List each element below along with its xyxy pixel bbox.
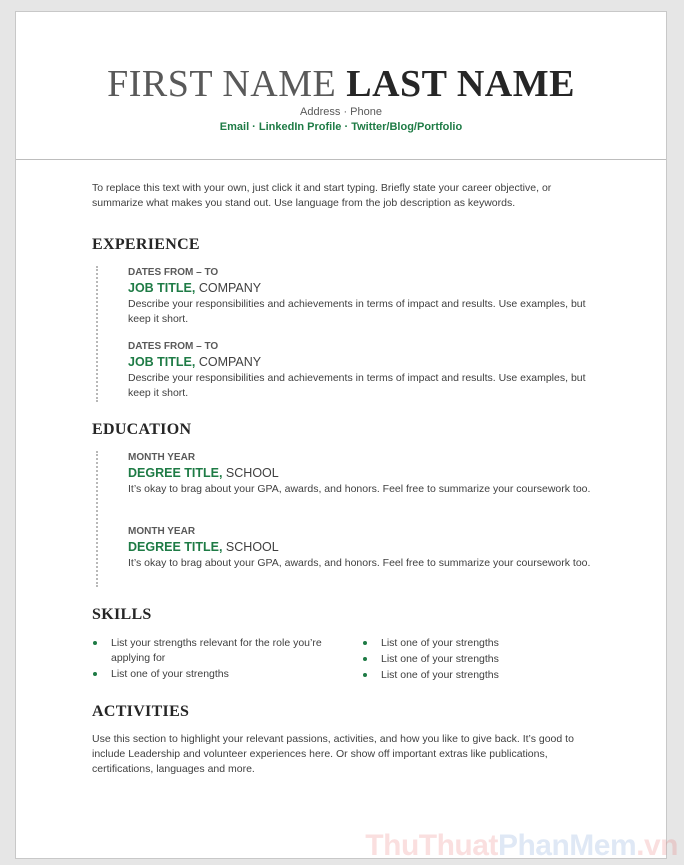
entry-description[interactable]: Describe your responsibilities and achievements in terms of impact and results. Use examples, but keep it short. <box>128 298 586 325</box>
company-name[interactable]: COMPANY <box>195 355 262 369</box>
skills-heading[interactable]: SKILLS <box>92 606 152 623</box>
objective-text[interactable]: To replace this text with your own, just click it and start typing. Briefly state your career objective, or summarize what makes you stand out. Use language from the job description as keywords. <box>92 182 552 209</box>
education-timeline <box>96 451 590 587</box>
bullet-dot-icon <box>363 657 367 661</box>
experience-heading[interactable]: EXPERIENCE <box>92 236 200 253</box>
education-heading[interactable]: EDUCATION <box>92 421 192 438</box>
skill-item[interactable] <box>92 636 332 666</box>
first-name[interactable]: FIRST NAME <box>107 63 337 105</box>
job-title[interactable]: JOB TITLE, <box>128 281 196 295</box>
degree-title[interactable]: DEGREE TITLE, <box>128 540 223 554</box>
entry-dates[interactable]: DATES FROM – TO <box>128 341 219 352</box>
watermark-part1: ThuThuat <box>365 829 498 862</box>
experience-entry[interactable] <box>128 340 598 401</box>
bullet-dot-icon <box>363 673 367 677</box>
activities-heading[interactable]: ACTIVITIES <box>92 703 190 720</box>
watermark-part2: PhanMem <box>497 829 637 862</box>
online-contact-line[interactable]: Email · LinkedIn Profile · Twitter/Blog/Portfolio <box>219 121 463 133</box>
entry-dates[interactable]: MONTH YEAR <box>128 526 196 537</box>
skills-column-left <box>92 636 332 683</box>
skill-text[interactable]: List one of your strengths <box>381 637 499 649</box>
job-title[interactable]: JOB TITLE, <box>128 355 196 369</box>
resume-page <box>15 11 667 859</box>
watermark-part3: .vn <box>636 829 678 862</box>
education-entry[interactable] <box>128 451 598 497</box>
skill-item[interactable] <box>362 636 602 651</box>
entry-dates[interactable]: MONTH YEAR <box>128 452 196 463</box>
entry-description[interactable]: It’s okay to brag about your GPA, awards, and honors. Feel free to summarize your coursework too. <box>128 483 591 495</box>
company-name[interactable]: COMPANY <box>195 281 262 295</box>
entry-title-line[interactable] <box>128 465 598 482</box>
school-name[interactable]: SCHOOL <box>222 466 279 480</box>
resume-header <box>16 12 666 160</box>
school-name[interactable]: SCHOOL <box>222 540 279 554</box>
entry-description[interactable]: It’s okay to brag about your GPA, awards, and honors. Feel free to summarize your coursework too. <box>128 557 591 569</box>
address-phone-line[interactable]: Address · Phone <box>300 106 382 118</box>
bullet-dot-icon <box>363 641 367 645</box>
entry-description[interactable]: Describe your responsibilities and achievements in terms of impact and results. Use examples, but keep it short. <box>128 372 586 399</box>
skill-text[interactable]: List one of your strengths <box>111 668 229 680</box>
entry-dates[interactable]: DATES FROM – TO <box>128 267 219 278</box>
skills-column-right <box>362 636 602 684</box>
full-name[interactable] <box>16 62 666 106</box>
entry-title-line[interactable] <box>128 280 598 297</box>
skill-text[interactable]: List one of your strengths <box>381 653 499 665</box>
skill-item[interactable] <box>92 667 332 682</box>
last-name[interactable]: LAST NAME <box>346 63 575 105</box>
education-entry[interactable] <box>128 525 598 571</box>
degree-title[interactable]: DEGREE TITLE, <box>128 466 223 480</box>
skill-text[interactable]: List your strengths relevant for the role you’re applying for <box>111 637 322 664</box>
entry-title-line[interactable] <box>128 539 598 556</box>
skill-item[interactable] <box>362 652 602 667</box>
experience-entry[interactable] <box>128 266 598 327</box>
bullet-dot-icon <box>93 641 97 645</box>
skill-text[interactable]: List one of your strengths <box>381 669 499 681</box>
skill-item[interactable] <box>362 668 602 683</box>
bullet-dot-icon <box>93 672 97 676</box>
site-watermark <box>365 829 678 863</box>
experience-timeline <box>96 266 590 402</box>
activities-text[interactable]: Use this section to highlight your relevant passions, activities, and how you like to give back. It’s good to include Leadership and volunteer experiences here. Or show off important extras like publications, certifications, languages and more. <box>92 733 574 775</box>
entry-title-line[interactable] <box>128 354 598 371</box>
